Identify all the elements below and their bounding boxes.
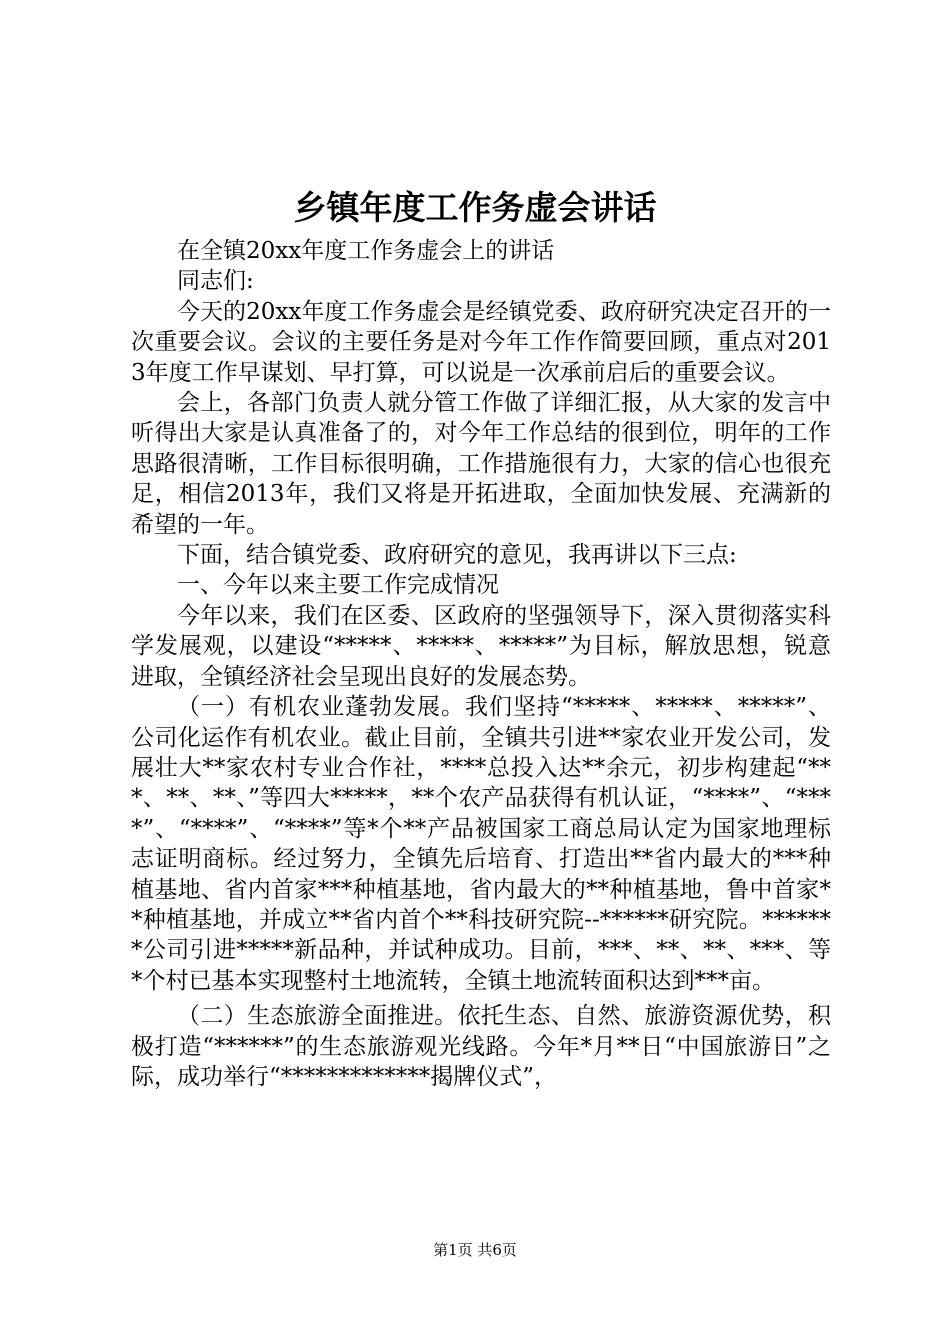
section-heading-1: 一、今年以来主要工作完成情况: [177, 572, 499, 599]
page-footer: 第1页 共6页: [433, 1241, 517, 1259]
paragraph-subtitle: 在全镇20xx年度工作务虚会上的讲话: [177, 238, 555, 264]
paragraph-overview: 今年以来，我们在区委、区政府的坚强领导下，深入贯彻落实科学发展观，以建设“*****、*****、*****”为目标，解放思想，锐意进取，全镇经济社会呈现出良好的发展态势。: [131, 602, 831, 690]
paragraph-salutation: 同志们:: [177, 268, 254, 295]
paragraph-agriculture: （一）有机农业蓬勃发展。我们坚持“*****、*****、*****”、公司化运作有机农业。截止目前，全镇共引进**家农业开发公司，发展壮大**家农村专业合作社，****总投入达**余元，初步构建起“***、**、**、”等四大*****，**个农产品获得有机认证，“****”、“****”、“****”、“****”等*个**产品被国家工商总局认定为国家地理标志证明商标。经过努力，全镇先后培育、打造出**省内最大的***种植基地、省内首家***种植基地，省内最大的**种植基地，鲁中首家**种植基地，并成立**省内首个**科技研究院--******研究院。*******公司引进*****新品种，并试种成功。目前，***、**、**、***、等*个村已基本实现整村土地流转，全镇土地流转面积达到***亩。: [131, 694, 831, 994]
paragraph-transition: 下面，结合镇党委、政府研究的意见，我再讲以下三点:: [177, 542, 737, 569]
paragraph-tourism: （二）生态旅游全面推进。依托生态、自然、旅游资源优势，积极打造“******”的生态旅游观光线路。今年*月**日“中国旅游日”之际，成功举行“*************揭牌仪式”，: [131, 1003, 831, 1090]
paragraph-intro: 今天的20xx年度工作务虚会是经镇党委、政府研究决定召开的一次重要会议。会议的主要任务是对今年工作作简要回顾，重点对2013年度工作早谋划、早打算，可以说是一次承前启后的重要会议。: [131, 298, 831, 386]
paragraph-meeting: 会上，各部门负责人就分管工作做了详细汇报，从大家的发言中听得出大家是认真准备了的，对今年工作总结的很到位，明年的工作思路很清晰，工作目标很明确，工作措施很有力，大家的信心也很充足，相信2013年，我们又将是开拓进取，全面加快发展、充满新的希望的一年。: [131, 390, 831, 538]
document-body: [131, 236, 831, 1092]
document-title: 乡镇年度工作务虚会讲话: [293, 188, 657, 227]
